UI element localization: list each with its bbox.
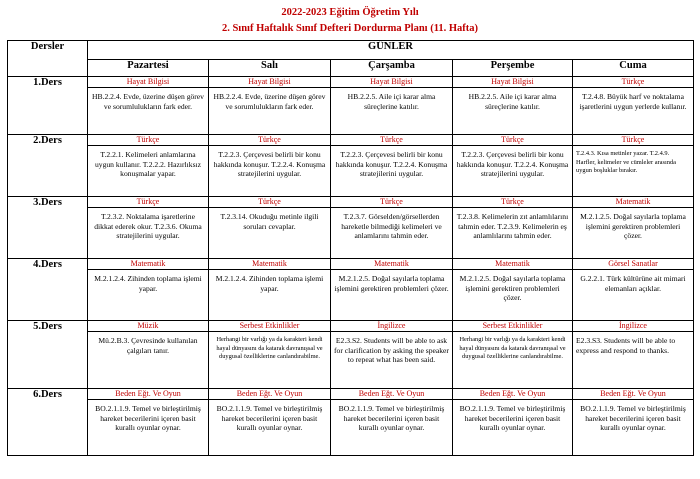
- outcome-text: M.2.1.2.5. Doğal sayılarla toplama işlemini gerektiren problemleri çözer.: [459, 274, 566, 302]
- outcome-text: Herhangi bir varlığı ya da karakteri kendi hayal dünyasını da katarak davranışsal ve duygusal özelliklerine canlandırabilme.: [216, 336, 323, 361]
- outcome-text: T.2.2.1. Kelimeleri anlamlarına uygun kullanır. T.2.2.2. Hazırlıksız konuşmalar yapar.: [94, 150, 201, 178]
- lesson-label: 3.Ders: [8, 197, 88, 259]
- lesson-cell: [209, 321, 331, 389]
- lesson-cell: [453, 77, 573, 135]
- outcome-text: E2.3.S3. Students will be able to express and respond to thanks.: [576, 336, 676, 355]
- subject-label: Türkçe: [209, 197, 330, 208]
- subject-label: Beden Eğt. Ve Oyun: [573, 389, 693, 400]
- lesson-cell: [573, 135, 694, 197]
- day-header-tuesday: Salı: [209, 60, 331, 77]
- subject-label: Türkçe: [331, 135, 452, 146]
- outcome-text: BO.2.1.1.9. Temel ve birleştirilmiş hareket becerilerini içeren basit kurallı oyunlar oynar.: [580, 404, 686, 432]
- outcome-text: BO.2.1.1.9. Temel ve birleştirilmiş hareket becerilerini içeren basit kurallı oyunlar oynar.: [459, 404, 566, 432]
- lesson-cell: [331, 77, 453, 135]
- subject-label: Türkçe: [88, 135, 208, 146]
- lesson-cell: [573, 259, 694, 321]
- outcome-text: E2.3.S2. Students will be able to ask for clarification by asking the speaker to repeat what has been said.: [334, 336, 449, 364]
- subject-label: Hayat Bilgisi: [453, 77, 572, 88]
- subject-label: Türkçe: [453, 135, 572, 146]
- subject-label: İngilizce: [573, 321, 693, 332]
- lesson-row: [8, 197, 694, 259]
- subject-label: Beden Eğt. Ve Oyun: [209, 389, 330, 400]
- header-row-gunler: [8, 41, 694, 60]
- outcome-text: Herhangi bir varlığı ya da karakteri kendi hayal dünyasını da katarak davranışsal ve duygusal özelliklerine canlandırabilme.: [459, 336, 566, 361]
- outcome-text: HB.2.2.5. Aile içi karar alma süreçlerine katılır.: [468, 92, 557, 111]
- subject-label: Matematik: [453, 259, 572, 270]
- lesson-row: [8, 321, 694, 389]
- lesson-cell: [331, 321, 453, 389]
- plan-body: [8, 77, 694, 456]
- subject-label: Türkçe: [453, 197, 572, 208]
- subject-label: Serbest Etkinlikler: [453, 321, 572, 332]
- subject-label: Matematik: [331, 259, 452, 270]
- subject-label: Türkçe: [209, 135, 330, 146]
- lesson-row: [8, 389, 694, 456]
- day-header-friday: Cuma: [573, 60, 694, 77]
- outcome-text: T.2.3.14. Okuduğu metinle ilgili soruları cevaplar.: [220, 212, 319, 231]
- lesson-cell: [88, 321, 209, 389]
- outcome-text: M.2.1.2.5. Doğal sayılarla toplama işlemini gerektiren problemleri çözer.: [334, 274, 449, 293]
- outcome-text: T.2.2.3. Çerçevesi belirli bir konu hakkında konuşur. T.2.2.4. Konuşma stratejilerini uygular.: [456, 150, 569, 178]
- outcome-text: T.2.2.3. Çerçevesi belirli bir konu hakkında konuşur. T.2.2.4. Konuşma stratejilerini uygular.: [213, 150, 326, 178]
- lesson-cell: [573, 197, 694, 259]
- document-subtitle: 2. Sınıf Haftalık Sınıf Defteri Dordurma Planı (11. Hafta): [221, 23, 479, 34]
- outcome-text: T.2.3.7. Görselden/görsellerden hareketle bilmediği kelimeleri ve anlamlarını tahmin eder.: [341, 212, 442, 240]
- subject-label: Türkçe: [331, 197, 452, 208]
- outcome-text: M.2.1.2.4. Zihinden toplama işlemi yapar.: [215, 274, 324, 293]
- outcome-text: BO.2.1.1.9. Temel ve birleştirilmiş hareket becerilerini içeren basit kurallı oyunlar oynar.: [216, 404, 323, 432]
- subject-label: Türkçe: [573, 77, 693, 88]
- subject-label: Türkçe: [88, 197, 208, 208]
- subject-label: Matematik: [209, 259, 330, 270]
- subject-label: Hayat Bilgisi: [209, 77, 330, 88]
- lesson-cell: [331, 389, 453, 456]
- lesson-cell: [88, 197, 209, 259]
- outcome-text: M.2.1.2.5. Doğal sayılarla toplama işlemini gerektiren problemleri çözer.: [580, 212, 686, 240]
- lesson-cell: [88, 259, 209, 321]
- lesson-cell: [453, 259, 573, 321]
- subject-label: Türkçe: [573, 135, 693, 146]
- day-header-wednesday: Çarşamba: [331, 60, 453, 77]
- subject-label: Hayat Bilgisi: [331, 77, 452, 88]
- gunler-header: GÜNLER: [88, 41, 694, 60]
- outcome-text: BO.2.1.1.9. Temel ve birleştirilmiş hareket becerilerini içeren basit kurallı oyunlar oynar.: [338, 404, 445, 432]
- lesson-cell: [88, 389, 209, 456]
- outcome-text: BO.2.1.1.9. Temel ve birleştirilmiş hareket becerilerini içeren basit kurallı oyunlar oynar.: [95, 404, 201, 432]
- subject-label: Beden Eğt. Ve Oyun: [331, 389, 452, 400]
- lesson-row: [8, 77, 694, 135]
- subject-label: Matematik: [88, 259, 208, 270]
- lesson-label: 1.Ders: [8, 77, 88, 135]
- subject-label: Görsel Sanatlar: [573, 259, 693, 270]
- lesson-cell: [573, 321, 694, 389]
- lesson-cell: [209, 135, 331, 197]
- subject-label: Müzik: [88, 321, 208, 332]
- lesson-label: 2.Ders: [8, 135, 88, 197]
- outcome-text: T.2.3.2. Noktalama işaretlerine dikkat ederek okur. T.2.3.6. Okuma stratejilerini uygular.: [94, 212, 202, 240]
- outcome-text: Mü.2.B.3. Çevresinde kullanılan çalgıları tanır.: [98, 336, 198, 355]
- outcome-text: G.2.2.1. Türk kültürüne ait mimari elemanları açıklar.: [580, 274, 686, 293]
- subject-label: İngilizce: [331, 321, 452, 332]
- lesson-cell: [209, 77, 331, 135]
- weekly-plan-table: [7, 40, 694, 456]
- lesson-cell: [573, 77, 694, 135]
- lesson-cell: [453, 135, 573, 197]
- subject-label: Serbest Etkinlikler: [209, 321, 330, 332]
- lesson-cell: [88, 135, 209, 197]
- lesson-label: 6.Ders: [8, 389, 88, 456]
- outcome-text: T.2.3.8. Kelimelerin zıt anlamlılarını tahmin eder. T.2.3.9. Kelimelerin eş anlamlılarını tahmin eder.: [456, 212, 569, 240]
- subject-label: Matematik: [573, 197, 693, 208]
- lesson-cell: [88, 77, 209, 135]
- document-title: 2022-2023 Eğitim Öğretim Yılı: [281, 7, 419, 18]
- lesson-row: [8, 259, 694, 321]
- subject-label: Beden Eğt. Ve Oyun: [88, 389, 208, 400]
- lesson-cell: [453, 197, 573, 259]
- outcome-text: T.2.2.3. Çerçevesi belirli bir konu hakkında konuşur. T.2.2.4. Konuşma stratejilerini uygular.: [335, 150, 448, 178]
- lesson-cell: [209, 389, 331, 456]
- lesson-label: 4.Ders: [8, 259, 88, 321]
- day-header-thursday: Perşembe: [453, 60, 573, 77]
- outcome-text: M.2.1.2.4. Zihinden toplama işlemi yapar.: [94, 274, 202, 293]
- outcome-text: T.2.4.3. Kısa metinler yazar. T.2.4.9. Harfler, kelimeler ve cümleler arasında uygun boşluklar bırakır.: [576, 150, 676, 175]
- header-row-days: [8, 60, 694, 77]
- lesson-cell: [331, 135, 453, 197]
- subject-label: Hayat Bilgisi: [88, 77, 208, 88]
- outcome-text: HB.2.2.4. Evde, üzerine düşen görev ve sorumlulukların fark eder.: [92, 92, 204, 111]
- lesson-row: [8, 135, 694, 197]
- lesson-cell: [209, 259, 331, 321]
- lesson-cell: [209, 197, 331, 259]
- dersler-header: Dersler: [8, 41, 88, 77]
- lesson-cell: [573, 389, 694, 456]
- lesson-cell: [453, 389, 573, 456]
- outcome-text: T.2.4.8. Büyük harf ve noktalama işaretlerini uygun yerlerde kullanır.: [579, 92, 687, 111]
- lesson-label: 5.Ders: [8, 321, 88, 389]
- subject-label: Beden Eğt. Ve Oyun: [453, 389, 572, 400]
- outcome-text: HB.2.2.5. Aile içi karar alma süreçlerine katılır.: [347, 92, 436, 111]
- day-header-monday: Pazartesi: [88, 60, 209, 77]
- lesson-cell: [331, 259, 453, 321]
- lesson-cell: [331, 197, 453, 259]
- lesson-cell: [453, 321, 573, 389]
- outcome-text: HB.2.2.4. Evde, üzerine düşen görev ve sorumlulukların fark eder.: [213, 92, 326, 111]
